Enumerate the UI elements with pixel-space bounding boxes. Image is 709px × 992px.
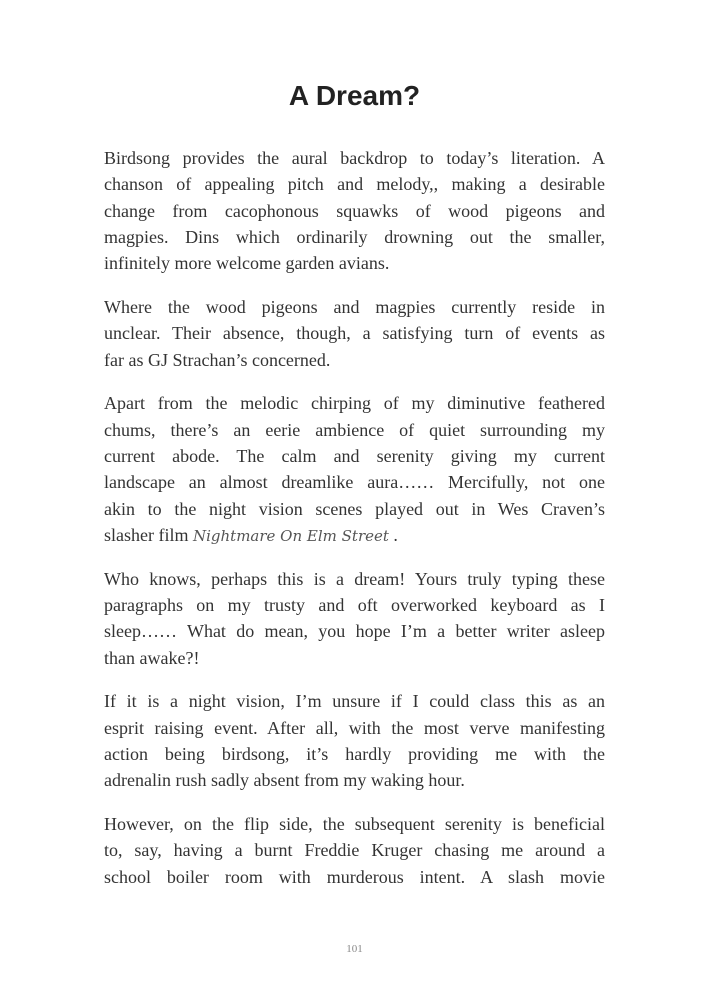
text-line: Who knows, perhaps this is a dream! Yours truly typing these [104,568,605,589]
text-line: unclear. Their absence, though, a satisfying turn of events as [104,323,605,344]
text-run: slasher film [104,524,193,545]
chapter-body [104,145,605,907]
text-line: than awake?! [104,647,200,668]
text-run: . [388,524,398,545]
text-line: school boiler room with murderous intent. A slash movie [104,866,605,887]
paragraph [104,811,605,890]
paragraph [104,688,605,793]
paragraph [104,566,605,671]
text-line: Apart from the melodic chirping of my diminutive feathered [104,393,605,414]
text-line: adrenalin rush sadly absent from my waking hour. [104,770,465,791]
paragraph [104,390,605,548]
paragraph [104,294,605,373]
text-line: However, on the flip side, the subsequent serenity is beneficial [104,814,605,835]
text-line: action being birdsong, it’s hardly providing me with the [104,743,605,764]
text-line: magpies. Dins which ordinarily drowning out the smaller, [104,226,605,247]
text-line: esprit raising event. After all, with the most verve manifesting [104,717,605,738]
text-line: infinitely more welcome garden avians. [104,253,390,274]
text-line: If it is a night vision, I’m unsure if I could class this as an [104,691,605,712]
page-number: 101 [346,943,363,955]
text-line: to, say, having a burnt Freddie Kruger chasing me around a [104,840,605,861]
text-line [104,522,605,548]
text-line: far as GJ Strachan’s concerned. [104,349,331,370]
text-line: akin to the night vision scenes played out in Wes Craven’s [104,498,605,519]
text-line: Where the wood pigeons and magpies currently reside in [104,296,605,317]
text-line: change from cacophonous squawks of wood pigeons and [104,200,605,221]
text-line: chanson of appealing pitch and melody,, making a desirable [104,174,605,195]
text-line: Birdsong provides the aural backdrop to today’s literation. A [104,148,605,168]
text-line: paragraphs on my trusty and oft overworked keyboard as I [104,594,605,615]
film-title: Nightmare On Elm Street [192,526,389,545]
chapter-title: A Dream? [288,80,421,111]
text-line: sleep…… What do mean, you hope I’m a better writer asleep [104,621,605,642]
paragraph [104,145,605,276]
text-line: landscape an almost dreamlike aura…… Mercifully, not one [104,472,605,493]
text-line: current abode. The calm and serenity giving my current [104,445,605,466]
text-line: chums, there’s an eerie ambience of quiet surrounding my [104,419,605,440]
